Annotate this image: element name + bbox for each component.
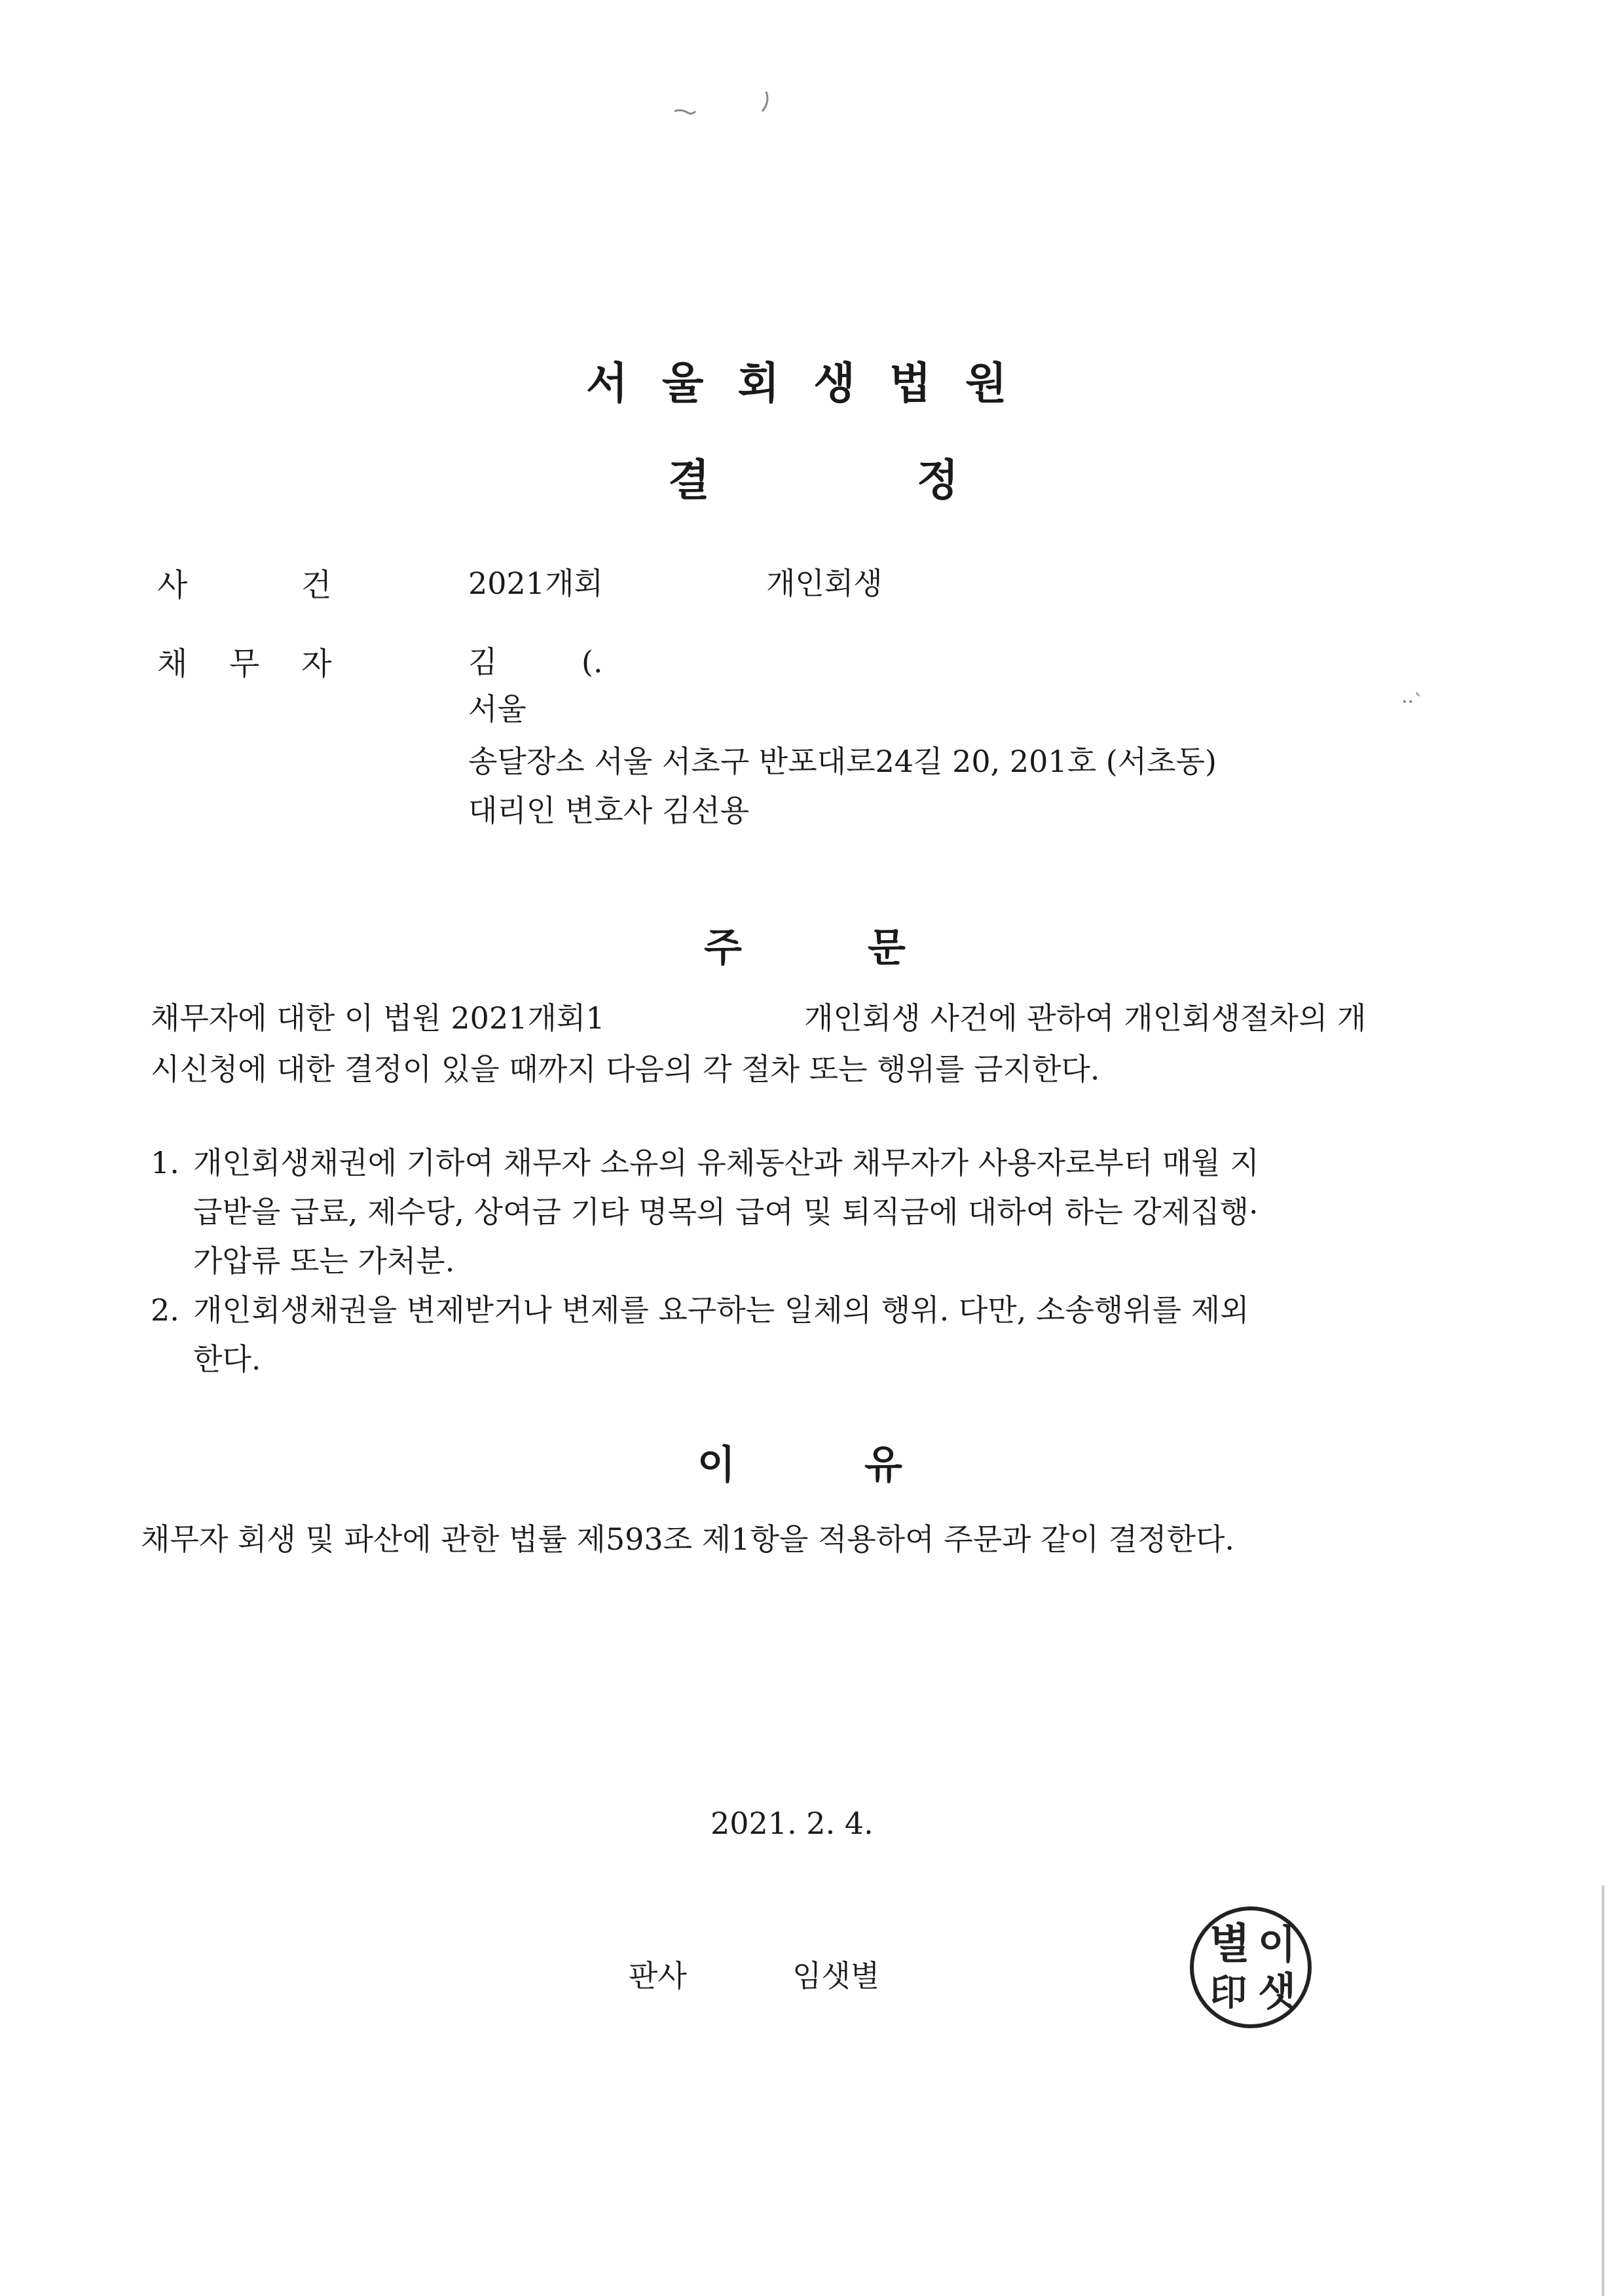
judge-name: 임샛별 xyxy=(792,1958,880,1994)
debtor-label-char-1: 채 xyxy=(157,646,188,682)
reason-heading-char-2: 유 xyxy=(864,1442,902,1488)
scan-edge-line xyxy=(1602,1886,1604,2296)
reason-text: 채무자 회생 및 파산에 관한 법률 제593조 제1항을 적용하여 주문과 같이 결정한다. xyxy=(141,1522,1235,1557)
order-item-2-line-1: 개인회생채권을 변제받거나 변제를 요구하는 일체의 행위. 다만, 소송행위를 제외 xyxy=(193,1292,1249,1328)
seal-char-1: 별 xyxy=(1209,1920,1250,1969)
debtor-label-char-2: 무 xyxy=(229,646,260,682)
case-number: 2021개회 xyxy=(468,566,603,601)
order-intro-line-1a: 채무자에 대한 이 법원 2021개회1 xyxy=(151,1000,605,1036)
court-title xyxy=(586,348,1041,410)
order-item-2-number: 2. xyxy=(151,1292,179,1328)
debtor-agent: 대리인 변호사 김선용 xyxy=(468,793,750,828)
debtor-name-suffix: (. xyxy=(581,644,603,680)
seal-char-3: 印 xyxy=(1210,1972,1247,2014)
court-title-char: 서 xyxy=(586,358,662,409)
court-title-char: 생 xyxy=(813,358,890,409)
order-intro-line-2: 시신청에 대한 결정이 있을 때까지 다음의 각 절차 또는 행위를 금지한다. xyxy=(151,1051,1100,1087)
order-intro-line-1b: 개인회생 사건에 관하여 개인회생절차의 개 xyxy=(804,1000,1367,1036)
order-item-1-line-1: 개인회생채권에 기하여 채무자 소유의 유체동산과 채무자가 사용자로부터 매월 지 xyxy=(193,1145,1259,1180)
decision-title-char-2: 정 xyxy=(917,455,959,505)
order-item-2-line-2: 한다. xyxy=(193,1341,261,1377)
debtor-delivery-address: 송달장소 서울 서초구 반포대로24길 20, 201호 (서초동) xyxy=(468,744,1217,779)
order-item-1-line-2: 급받을 급료, 제수당, 상여금 기타 명목의 급여 및 퇴직금에 대하여 하는 강제집행· xyxy=(193,1194,1259,1230)
reason-heading-char-1: 이 xyxy=(697,1442,735,1488)
debtor-address-tail: ··ˋ xyxy=(1401,691,1424,714)
order-item-1-line-3: 가압류 또는 가처분. xyxy=(193,1243,455,1279)
order-heading-char-1: 주 xyxy=(704,925,742,971)
decision-title-char-1: 결 xyxy=(668,455,710,505)
case-label-char-1: 사 xyxy=(157,567,188,604)
court-title-char: 원 xyxy=(965,358,1041,409)
case-label-char-2: 건 xyxy=(301,567,332,604)
case-type: 개인회생 xyxy=(766,566,883,601)
court-title-char: 울 xyxy=(661,358,738,409)
court-title-char: 회 xyxy=(737,358,814,409)
order-heading-char-2: 문 xyxy=(868,925,906,971)
decision-date: 2021. 2. 4. xyxy=(710,1806,874,1841)
debtor-name: 김 xyxy=(468,644,498,680)
judge-seal xyxy=(1185,1902,1316,2033)
debtor-address: 서울 xyxy=(468,691,526,727)
court-title-char: 법 xyxy=(889,358,965,409)
seal-char-4: 샛 xyxy=(1258,1969,1296,2015)
judge-title: 판사 xyxy=(629,1958,687,1994)
seal-char-2: 이 xyxy=(1258,1922,1296,1968)
order-item-1-number: 1. xyxy=(151,1145,179,1180)
scan-mark xyxy=(661,85,792,137)
debtor-label-char-3: 자 xyxy=(301,646,332,682)
